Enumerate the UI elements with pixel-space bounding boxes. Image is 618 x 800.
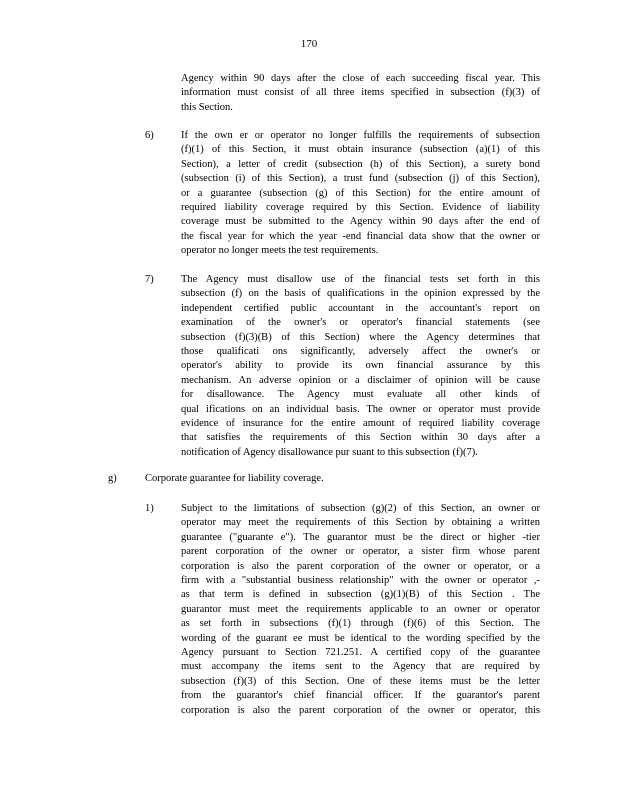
text-line: operator's ability to provide its own financial assurance by this [181, 360, 540, 372]
text-line: as set forth in subsections (f)(1) through (f)(6) of this Section. The [181, 618, 540, 630]
text-line: firm with a "substantial business relationship" with the owner or operator ,- [181, 575, 540, 587]
text-line: corporation is also the parent corporation of the owner or operator, this [181, 704, 540, 716]
page-number: 170 [300, 38, 318, 50]
text-line: evidence of insurance for the entire amount of required liability coverage [181, 418, 540, 430]
paragraph-item-7 [181, 273, 540, 460]
text-line: independent certified public accountant in the accountant's report on [181, 302, 540, 314]
text-line: required liability coverage required by this Section. Evidence of liability [181, 202, 540, 214]
text-line: must accompany the items sent to the Agency that are required by [181, 661, 540, 673]
text-line: for disallowance. The Agency must evaluate all other kinds of [181, 389, 540, 401]
list-marker-6: 6) [145, 130, 154, 141]
text-line: the fiscal year for which the year -end financial data show that the owner or [181, 230, 540, 242]
text-line: If the own er or operator no longer fulfills the requirements of subsection [181, 130, 540, 141]
paragraph-continuation [181, 72, 540, 115]
list-marker-g: g) [108, 473, 117, 484]
text-line: operator may meet the requirements of this Section by obtaining a written [181, 517, 540, 529]
paragraph-item-g-1 [181, 502, 540, 718]
text-line: from the guarantor's chief financial officer. If the guarantor's parent [181, 690, 540, 702]
text-line: corporation is also the parent corporation of the owner or operator, or a [181, 560, 540, 572]
text-line: or a guarantee (subsection (g) of this Section) for the entire amount of [181, 187, 540, 199]
text-line: The Agency must disallow use of the financial tests set forth in this [181, 274, 540, 285]
text-line: qual ifications on an individual basis. The owner or operator must provide [181, 403, 540, 415]
list-marker-7: 7) [145, 274, 154, 285]
text-line: as that term is defined in subsection (g)(1)(B) of this Section . The [181, 589, 540, 601]
text-line: subsection (f)(3)(B) of this Section) where the Agency determines that [181, 331, 540, 343]
paragraph-item-6 [181, 129, 540, 259]
text-line: parent corporation of the owner or operator, a sister firm whose parent [181, 546, 540, 558]
text-line: Agency within 90 days after the close of each succeeding fiscal year. This [181, 73, 540, 84]
text-line: coverage must be submitted to the Agency within 90 days after the end of [181, 216, 540, 228]
text-line: those qualificati ons significantly, adversely affect the owner's or [181, 346, 540, 358]
list-marker-1: 1) [145, 503, 154, 514]
text-line: operator no longer meets the test requirements. [181, 245, 379, 257]
text-line: mechanism. An adverse opinion or a disclaimer of opinion will be cause [181, 374, 540, 386]
text-line: wording of the guarant ee must be identical to the wording specified by the [181, 632, 540, 644]
text-line: Subject to the limitations of subsection (g)(2) of this Section, an owner or [181, 503, 540, 514]
section-heading: Corporate guarantee for liability coverage. [145, 473, 324, 484]
text-line: that satisfies the requirements of this Section within 30 days after a [181, 432, 540, 444]
text-line: notification of Agency disallowance pur suant to this subsection (f)(7). [181, 446, 478, 458]
text-line: information must consist of all three items specified in subsection (f)(3) of [181, 87, 540, 99]
text-line: Section), a letter of credit (subsection (h) of this Section), a surety bond [181, 158, 540, 170]
text-line: guarantee ("guarante e"). The guarantor must be the direct or higher -tier [181, 531, 540, 543]
text-line: Agency pursuant to Section 721.251. A certified copy of the guarantee [181, 647, 540, 659]
text-line: subsection (f) on the basis of qualifications in the opinion expressed by the [181, 288, 540, 300]
paragraph-item-g-heading [145, 472, 540, 486]
text-line: subsection (f)(3) of this Section. One of these items must be the letter [181, 675, 540, 687]
text-line: (f)(1) of this Section, it must obtain insurance (subsection (a)(1) of this [181, 144, 540, 156]
text-line: guarantor must meet the requirements applicable to an owner or operator [181, 603, 540, 615]
text-line: (subsection (i) of this Section), a trust fund (subsection (j) of this Section), [181, 173, 540, 185]
text-line: examination of the owner's or operator's financial statements (see [181, 317, 540, 329]
text-line: this Section. [181, 101, 233, 113]
